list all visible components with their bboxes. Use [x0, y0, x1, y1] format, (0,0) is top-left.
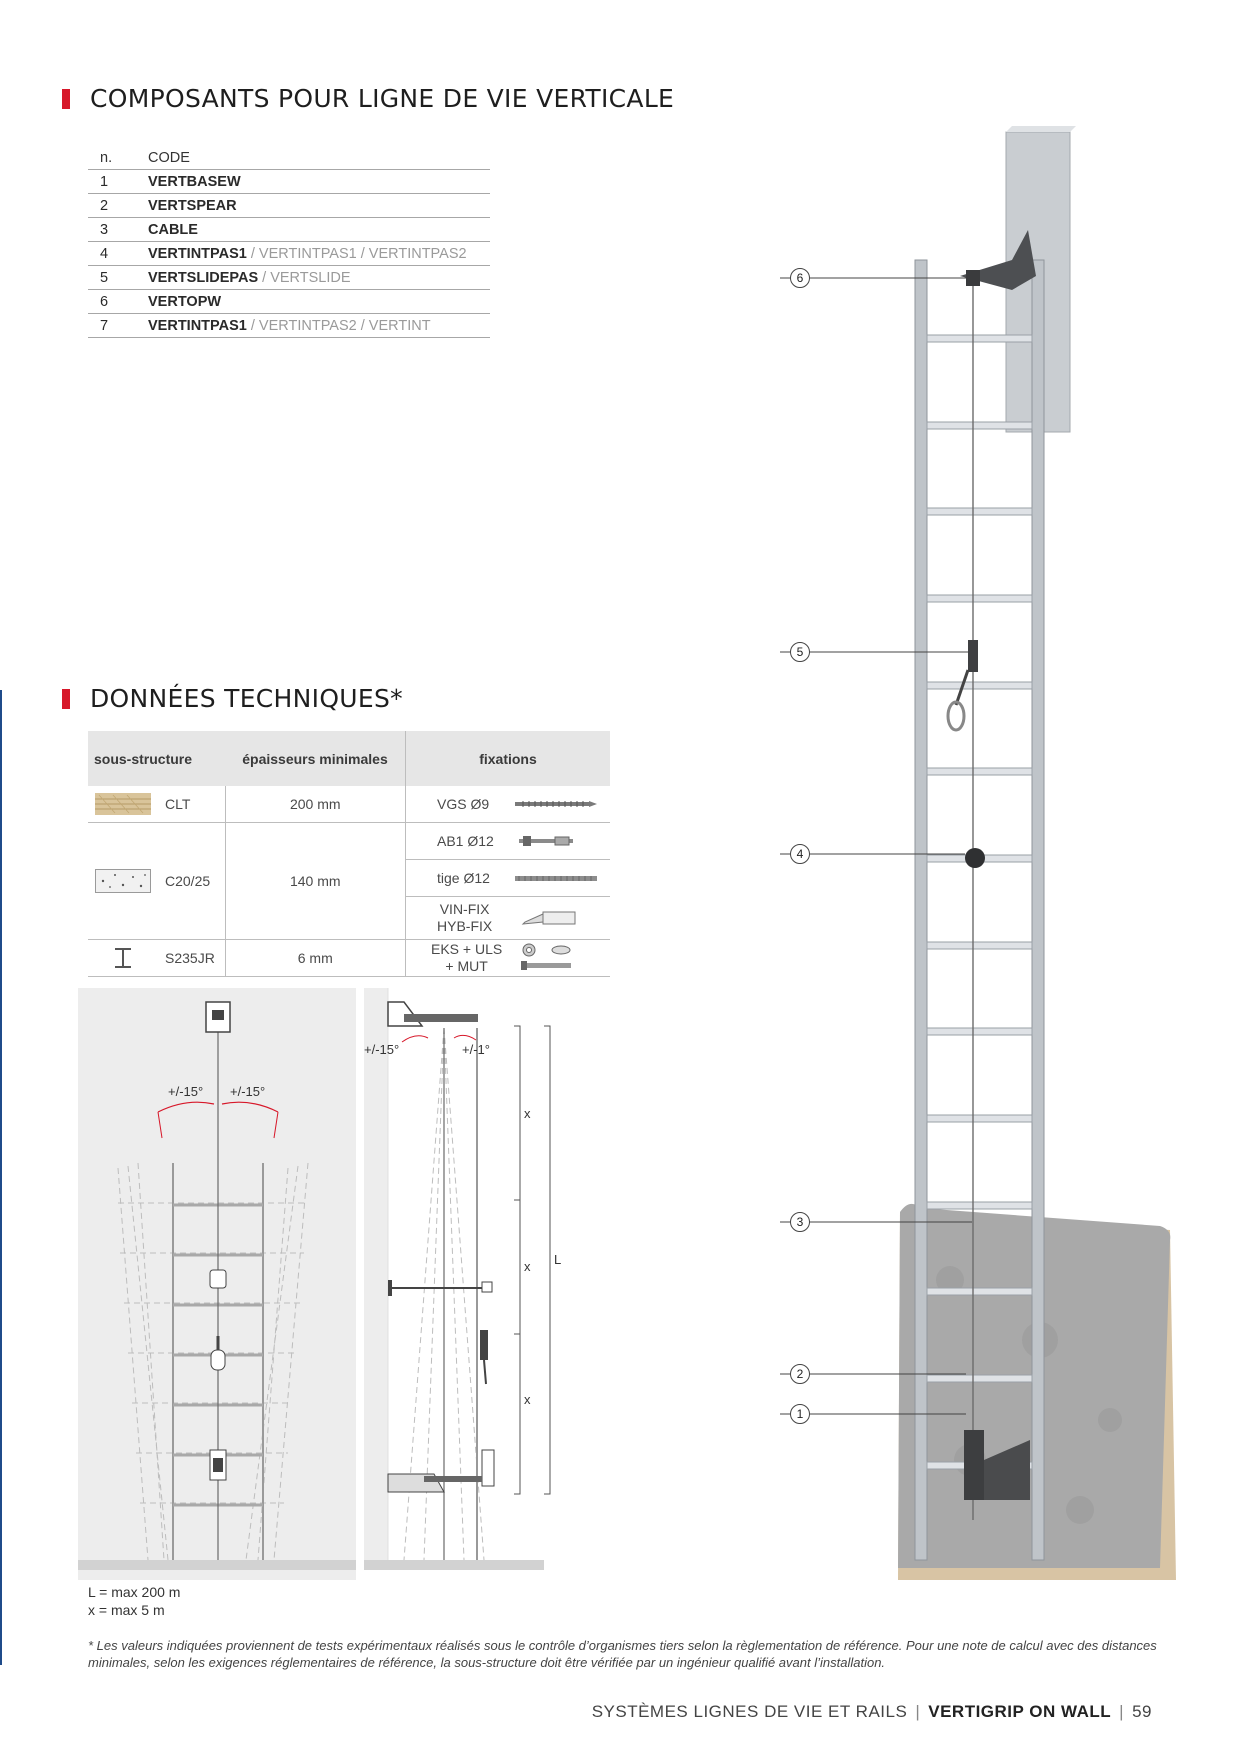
- dim-x-3: x: [524, 1392, 531, 1407]
- row-code: VERTINTPAS1: [148, 245, 247, 262]
- anchor-icon: [519, 835, 573, 847]
- technical-data-table: [88, 731, 610, 977]
- resin-cartridge-icon: [519, 908, 577, 928]
- note-spacing: x = max 5 m: [88, 1602, 165, 1618]
- row-code: CABLE: [148, 221, 198, 238]
- col-code: CODE: [148, 146, 490, 170]
- page-footer: SYSTÈMES LIGNES DE VIE ET RAILS | VERTIGRIP ON WALL | 59: [591, 1702, 1152, 1721]
- section-marker: [62, 689, 70, 709]
- section-marker: [62, 89, 70, 109]
- footnote: * Les valeurs indiquées proviennent de tests expérimentaux réalisés sous le contrôle d’organismes tiers selon la règlementation de référence. Pour une note de calcul avec des distances minimales, selon les exigences réglementaires de référence, la sous-structure doit être vérifiée par un ingénieur qualifié avant l’installation.: [88, 1638, 1157, 1670]
- table-row-c2025: [88, 823, 610, 860]
- thickness-value: 140 mm: [225, 823, 406, 940]
- screw-icon: [515, 800, 597, 808]
- row-number: 7: [88, 314, 148, 338]
- thickness-value: 200 mm: [225, 786, 406, 823]
- row-number: 2: [88, 194, 148, 218]
- page-edge-line: [0, 690, 2, 1665]
- angle-left-label: +/-15°: [168, 1084, 204, 1099]
- steel-beam-icon: [95, 946, 151, 970]
- table-row: [88, 290, 490, 314]
- concrete-icon: [95, 869, 151, 893]
- row-code: VERTOPW: [148, 293, 222, 310]
- threaded-rod-icon: [515, 874, 597, 882]
- col-fixings: fixations: [406, 731, 611, 786]
- fixing-label: AB1 Ø12: [437, 833, 494, 849]
- table-row: [88, 194, 490, 218]
- fixing-label: tige Ø12: [437, 870, 490, 886]
- page-number: 59: [1132, 1702, 1152, 1721]
- fixing-label: + MUT: [445, 958, 488, 974]
- bolt-nut-icon: [519, 943, 573, 973]
- dim-x-2: x: [524, 1259, 531, 1274]
- table-row: [88, 266, 490, 290]
- row-code: VERTSPEAR: [148, 197, 237, 214]
- row-number: 5: [88, 266, 148, 290]
- angle-right-label: +/-15°: [230, 1084, 266, 1099]
- table-row-steel: [88, 940, 610, 977]
- substructure-label: S235JR: [165, 950, 215, 966]
- fixing-label: VIN-FIX: [439, 901, 490, 917]
- callout-1: 1: [790, 1404, 810, 1424]
- fixing-label: EKS + ULS: [431, 941, 503, 957]
- fixing-label: HYB-FIX: [437, 918, 493, 934]
- fixing-label: VGS Ø9: [437, 796, 490, 812]
- table-row: [88, 242, 490, 266]
- footer-section: SYSTÈMES LIGNES DE VIE ET RAILS: [591, 1702, 908, 1721]
- components-table: [88, 146, 490, 338]
- callout-4: 4: [790, 844, 810, 864]
- dimension-notes: [88, 1583, 180, 1619]
- row-alt-codes: / VERTSLIDE: [258, 269, 351, 286]
- note-length: L = max 200 m: [88, 1584, 181, 1600]
- side-angle-1-label: +/-15°: [364, 1042, 400, 1057]
- row-code: VERTBASEW: [148, 173, 241, 190]
- front-view-diagram: [78, 988, 356, 1580]
- section-title-technical: [62, 684, 403, 713]
- table-row-clt: [88, 786, 610, 823]
- thickness-value: 6 mm: [225, 940, 406, 977]
- table-row: [88, 170, 490, 194]
- side-angle-2-label: +/-1°: [462, 1042, 490, 1057]
- row-alt-codes: / VERTINTPAS2 / VERTINT: [246, 317, 431, 334]
- callout-5: 5: [790, 642, 810, 662]
- callout-6: 6: [790, 268, 810, 288]
- table-row: [88, 218, 490, 242]
- col-n: n.: [88, 146, 148, 170]
- col-substructure: sous-structure: [88, 731, 225, 786]
- table-row: [88, 314, 490, 338]
- footer-product: VERTIGRIP ON WALL: [928, 1702, 1112, 1721]
- section-title-text: DONNÉES TECHNIQUES*: [90, 684, 403, 713]
- row-number: 4: [88, 242, 148, 266]
- section-title-text: COMPOSANTS POUR LIGNE DE VIE VERTICALE: [90, 84, 675, 113]
- ladder-illustration: [780, 80, 1200, 1580]
- callout-3: 3: [790, 1212, 810, 1232]
- clt-wood-icon: [95, 793, 151, 815]
- row-code: VERTSLIDEPAS: [148, 269, 259, 286]
- dim-x-1: x: [524, 1106, 531, 1121]
- col-min-thickness: épaisseurs minimales: [225, 731, 406, 786]
- row-alt-codes: / VERTINTPAS1 / VERTINTPAS2: [246, 245, 467, 262]
- substructure-label: C20/25: [165, 873, 211, 889]
- dim-L: L: [554, 1252, 562, 1267]
- section-title-components: [62, 84, 674, 113]
- row-number: 6: [88, 290, 148, 314]
- row-code: VERTINTPAS1: [148, 317, 247, 334]
- row-number: 3: [88, 218, 148, 242]
- callout-2: 2: [790, 1364, 810, 1384]
- side-view-diagram: [364, 988, 604, 1580]
- row-number: 1: [88, 170, 148, 194]
- substructure-label: CLT: [165, 796, 191, 812]
